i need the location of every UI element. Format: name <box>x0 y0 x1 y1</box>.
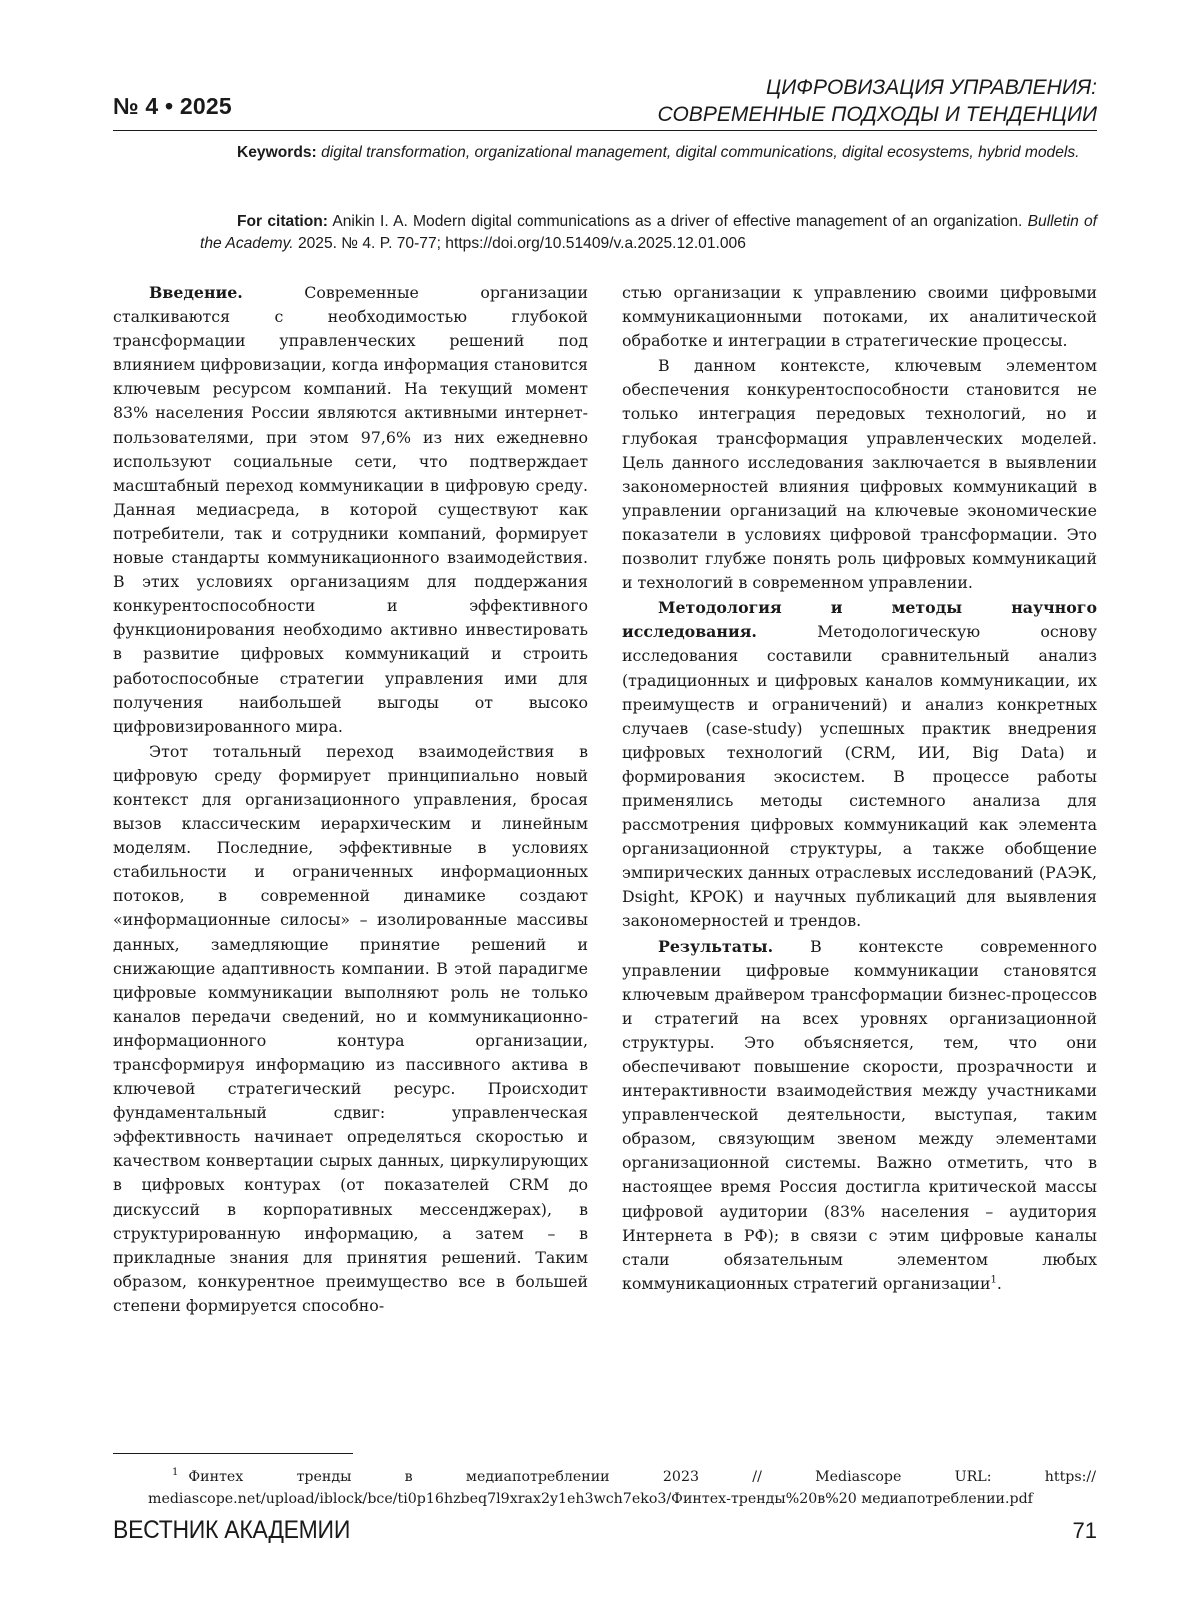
citation-block <box>200 211 1097 255</box>
section-title <box>658 74 1097 128</box>
footnote-divider <box>113 1453 353 1454</box>
results-paragraph <box>622 935 1097 1296</box>
results-text: В контексте современного управлении цифровые коммуникации становятся ключевым драйвером трансформации бизнес-процессов и стратегий на всех уровнях организационной структуры. Это объясняется, тем, что они обеспечивают повышение скорости, прозрачности и интерактивности взаимодействия между участниками управленческой деятельности, выступая, таким образом, связующим звеном между элементами организационной системы. Важно отметить, что в настоящее время Россия достигла критической массы цифровой аудитории (83% населения – аудитория Интернета в РФ); в связи с этим цифровые каналы стали обязательным элементом любых коммуникационных стратегий организации <box>622 936 1097 1293</box>
results-end: . <box>996 1273 1002 1293</box>
section-title-line2: СОВРЕМЕННЫЕ ПОДХОДЫ И ТЕНДЕНЦИИ <box>657 103 1097 126</box>
citation-label: For citation: <box>237 213 328 230</box>
footnote-reference[interactable]: 1 <box>990 1274 997 1286</box>
page-number: 71 <box>1072 1518 1097 1543</box>
transition-paragraph <box>113 740 588 1318</box>
methodology-heading: Методология и методы научного исследования. <box>622 598 1097 642</box>
issue-number: № 4 • 2025 <box>113 93 232 119</box>
context-paragraph <box>622 354 1097 595</box>
intro-paragraph <box>113 281 588 739</box>
continuation-paragraph <box>622 281 1097 353</box>
citation-text-b: 2025. № 4. P. 70-77; https://doi.org/10.51409/v.a.2025.12.01.006 <box>297 235 746 252</box>
header-divider <box>113 130 1097 131</box>
results-heading: Результаты. <box>658 936 774 956</box>
keywords-value: digital transformation, organizational management, digital communications, digital ecosystems, hybrid models. <box>321 144 1080 161</box>
intro-text: Современные организации сталкиваются с необходимостью глубокой трансформации управленческих решений под влиянием цифровизации, когда информация становится ключевым ресурсом компаний. На текущий момент 83% населения России являются активными интернет-пользователями, при этом 97,6% из них ежедневно используют социальные сети, что подтверждает масштабный переход коммуникации в цифровую среду. Данная медиасреда, в которой существуют как потребители, так и сотрудники компаний, формирует новые стандарты коммуникационного взаимодействия. В этих условиях организациям для поддержания конкурентоспособности и эффективного функционирования необходимо активно инвестировать в развитие цифровых коммуникаций и строить работоспособные стратегии управления ими для получения наибольшей выгоды от высоко цифровизированного мира. <box>113 283 588 736</box>
body-column-right <box>622 281 1097 1431</box>
context-text: В данном контексте, ключевым элементом обеспечения конкурентоспособности становится не только интеграция передовых технологий, но и глубокая трансформация управленческих моделей. Цель данного исследования заключается в выявлении закономерностей влияния цифровых коммуникаций в управлении организаций на ключевые экономические показатели в условиях цифровой трансформации. Это позволит глубже понять роль цифровых коммуникаций и технологий в современном управлении. <box>622 356 1097 593</box>
footnote-text: Финтех тренды в медиапотреблении 2023 // Mediascope URL: https:// mediascope.net/upload/iblock/bce/ti0p16hzbeq7l9xrax2y1eh3wch7eko3/Финтех-тренды%20в%20 медиапотреблении.pdf <box>148 1469 1096 1507</box>
methodology-paragraph <box>622 596 1097 933</box>
continuation-text: стью организации к управлению своими цифровыми коммуникационными потоками, их аналитической обработке и интеграции в стратегические процессы. <box>622 283 1097 351</box>
citation-journal: Bulletin of the Academy. <box>200 213 1097 252</box>
keywords-label: Keywords: <box>237 144 317 161</box>
body-column-left <box>113 281 588 1431</box>
journal-name: ВЕСТНИК АКАДЕМИИ <box>113 1516 351 1544</box>
section-title-line1: ЦИФРОВИЗАЦИЯ УПРАВЛЕНИЯ: <box>766 76 1097 99</box>
keywords-block <box>200 142 1097 164</box>
footnote <box>148 1466 1096 1510</box>
citation-text-a: Anikin I. A. Modern digital communications as a driver of effective management of an organization. <box>332 213 1023 230</box>
intro-heading: Введение. <box>149 283 243 302</box>
methodology-text: Методологическую основу исследования составили сравнительный анализ (традиционных и цифровых каналов коммуникации, их преимуществ и ограничений) и анализ конкретных случаев (case-study) успешных практик внедрения цифровых технологий (CRM, ИИ, Big Data) и формирования экосистем. В процессе работы применялись методы системного анализа для рассмотрения цифровых коммуникаций как элемента организационной структуры, а также обобщение эмпирических данных отраслевых исследований (РАЭК, Dsight, КРОК) и научных публикаций для выявления закономерностей и трендов. <box>622 622 1097 931</box>
transition-text: Этот тотальный переход взаимодействия в цифровую среду формирует принципиально новый контекст для организационного управления, бросая вызов классическим иерархическим и линейным моделям. Последние, эффективные в условиях стабильности и ограниченных информационных потоков, в современной динамике создают «информационные силосы» – изолированные массивы данных, замедляющие принятие решений и снижающие адаптивность компании. В этой парадигме цифровые коммуникации выполняют роль не только каналов передачи сведений, но и коммуникационно-информационного контура организации, трансформируя информацию из пассивного актива в ключевой стратегический ресурс. Происходит фундаментальный сдвиг: управленческая эффективность начинает определяться скоростью и качеством конвертации сырых данных, циркулирующих в цифровых контурах (от показателей CRM до дискуссий в корпоративных мессенджерах), в структурированную информацию, а затем – в прикладные знания для принятия решений. Таким образом, конкурентное преимущество все в большей степени формируется способно- <box>113 741 588 1315</box>
footnote-mark: 1 <box>172 1467 179 1479</box>
